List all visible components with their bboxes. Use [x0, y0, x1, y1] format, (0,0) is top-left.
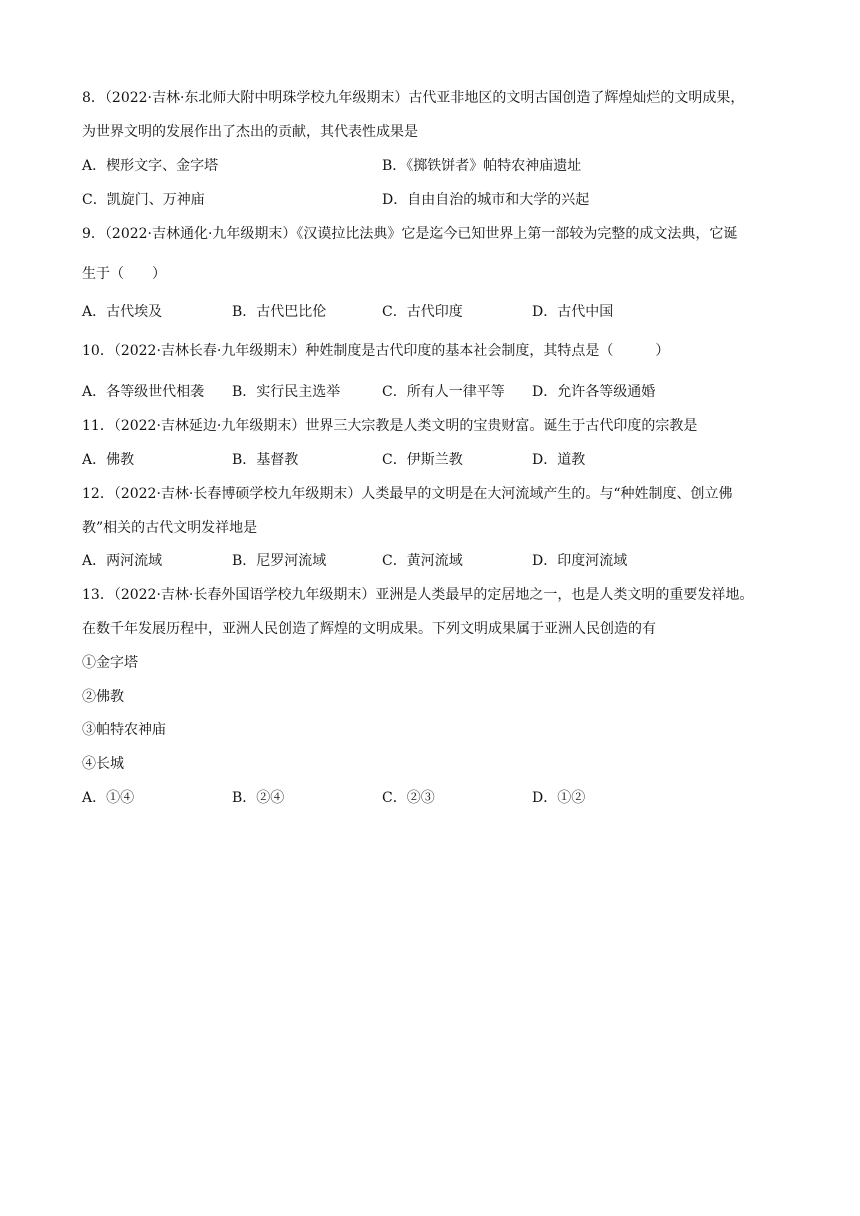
question-8-option-d: D．自由自治的城市和大学的兴起 — [382, 192, 590, 208]
question-12-option-a: A．两河流域 — [82, 553, 163, 569]
question-11-option-c: C．伊斯兰教 — [382, 452, 463, 468]
question-13-option-d: D．①② — [532, 790, 586, 806]
question-9-option-d: D．古代中国 — [532, 304, 614, 320]
question-13-item-1: ①金字塔 — [82, 655, 138, 671]
question-8-option-c: C．凯旋门、万神庙 — [82, 192, 205, 208]
question-13-line-1: 13．（2022·吉林·长春外国语学校九年级期末）亚洲是人类最早的定居地之一，也是人类文明的重要发祥地。 — [82, 587, 754, 603]
question-13-item-3: ③帕特农神庙 — [82, 722, 166, 738]
question-12-option-b: B．尼罗河流域 — [232, 553, 327, 569]
question-10-option-c: C．所有人一律平等 — [382, 384, 505, 400]
question-9-line-1: 9．（2022·吉林通化·九年级期末）《汉谟拉比法典》它是迄今已知世界上第一部较为完整的成文法典，它诞 — [82, 226, 738, 242]
question-11-option-a: A．佛教 — [82, 452, 135, 468]
question-13-item-2: ②佛教 — [82, 689, 124, 705]
question-12-option-c: C．黄河流域 — [382, 553, 463, 569]
question-11-line-1: 11．（2022·吉林延边·九年级期末）世界三大宗教是人类文明的宝贵财富。诞生于古代印度的宗教是 — [82, 418, 698, 434]
question-12-option-d: D．印度河流域 — [532, 553, 628, 569]
question-13-item-4: ④长城 — [82, 756, 124, 772]
question-9-option-b: B．古代巴比伦 — [232, 304, 327, 320]
question-13-option-a: A．①④ — [82, 790, 135, 806]
question-10-option-b: B．实行民主选举 — [232, 384, 341, 400]
question-8-option-a: A．楔形文字、金字塔 — [82, 158, 219, 174]
question-8-line-1: 8．（2022·吉林·东北师大附中明珠学校九年级期末）古代亚非地区的文明古国创造了辉煌灿烂的文明成果， — [82, 90, 745, 106]
question-10-option-d: D．允许各等级通婚 — [532, 384, 656, 400]
question-10-option-a: A．各等级世代相袭 — [82, 384, 205, 400]
question-13-option-b: B．②④ — [232, 790, 285, 806]
question-11-option-b: B．基督教 — [232, 452, 299, 468]
question-9-option-c: C．古代印度 — [382, 304, 463, 320]
question-13-line-2: 在数千年发展历程中，亚洲人民创造了辉煌的文明成果。下列文明成果属于亚洲人民创造的有 — [82, 621, 656, 637]
question-11-option-d: D．道教 — [532, 452, 586, 468]
question-8-line-2: 为世界文明的发展作出了杰出的贡献，其代表性成果是 — [82, 124, 418, 140]
question-8-option-b: B．《掷铁饼者》帕特农神庙遗址 — [382, 158, 582, 174]
question-12-line-2: 教”相关的古代文明发祥地是 — [82, 520, 258, 536]
question-9-line-2: 生于（ ） — [82, 266, 166, 282]
question-12-line-1: 12．（2022·吉林·长春博硕学校九年级期末）人类最早的文明是在大河流域产生的。与“种姓制度、创立佛 — [82, 486, 733, 502]
question-9-option-a: A．古代埃及 — [82, 304, 163, 320]
question-13-option-c: C．②③ — [382, 790, 435, 806]
question-10-line-1: 10．（2022·吉林长春·九年级期末）种姓制度是古代印度的基本社会制度，其特点是（ ） — [82, 343, 670, 359]
